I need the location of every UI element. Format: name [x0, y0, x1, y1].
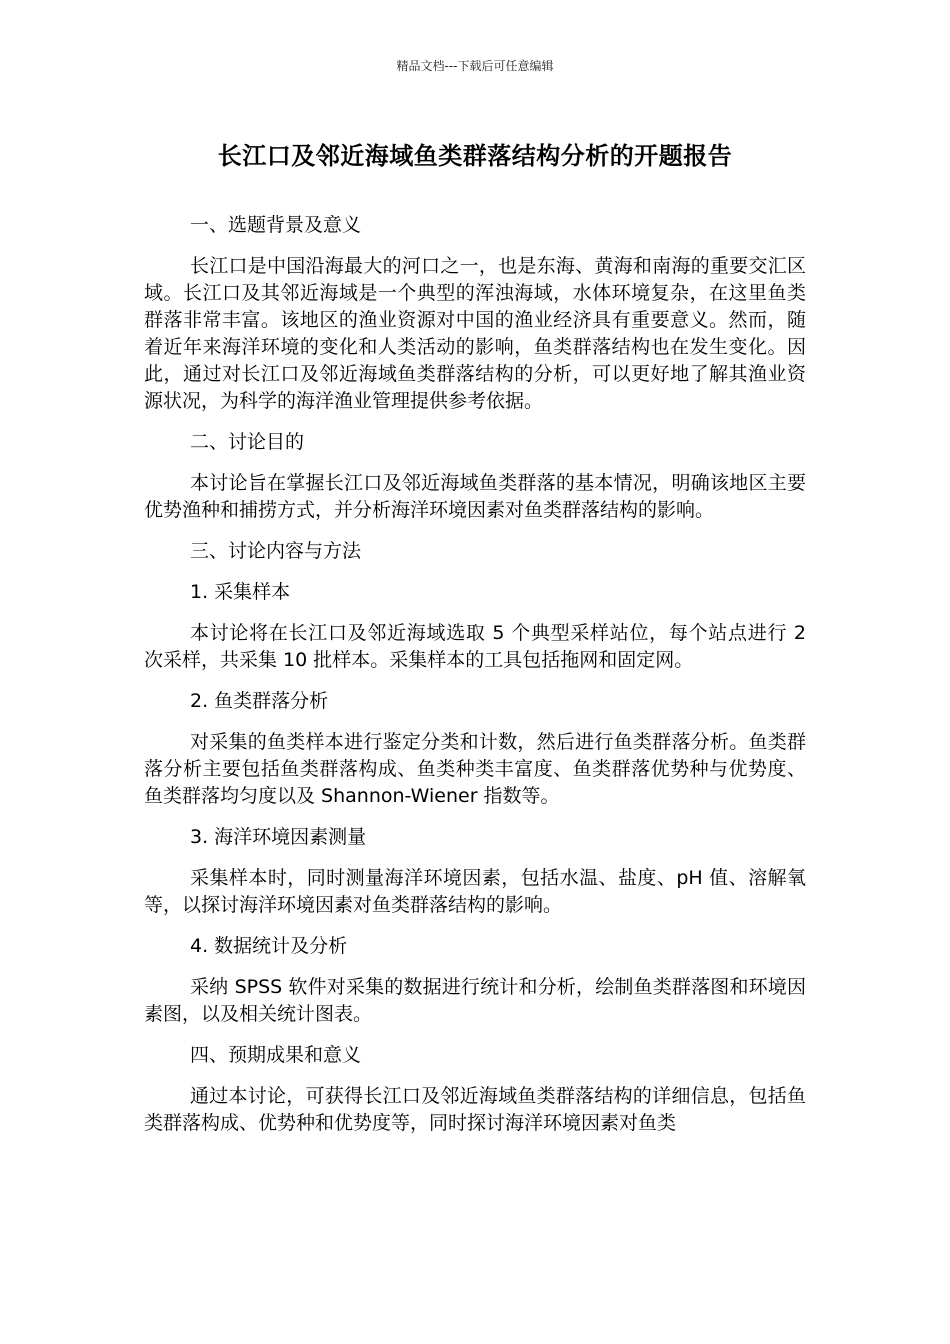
paragraph-community-analysis: 对采集的鱼类样本进行鉴定分类和计数，然后进行鱼类群落分析。鱼类群落分析主要包括鱼类群落构成、鱼类种类丰富度、鱼类群落优势种与优势度、鱼类群落均匀度以及 Shannon-Wiener 指数等。: [144, 731, 806, 807]
paragraph-background: 长江口是中国沿海最大的河口之一，也是东海、黄海和南海的重要交汇区域。长江口及其邻近海域是一个典型的浑浊海域，水体环境复杂，在这里鱼类群落非常丰富。该地区的渔业资源对中国的渔业经济具有重要意义。然而，随着近年来海洋环境的变化和人类活动的影响，鱼类群落结构也在发生变化。因此，通过对长江口及邻近海域鱼类群落结构的分析，可以更好地了解其渔业资源状况，为科学的海洋渔业管理提供参考依据。: [144, 255, 806, 412]
page-header-watermark: 精品文档---下载后可任意编辑: [396, 59, 554, 73]
subsection-heading-environment: 3. 海洋环境因素测量: [190, 826, 367, 848]
paragraph-expected-results: 通过本讨论，可获得长江口及邻近海域鱼类群落结构的详细信息，包括鱼类群落构成、优势种和优势度等，同时探讨海洋环境因素对鱼类: [144, 1085, 806, 1134]
document-body: [144, 212, 806, 1150]
section-heading-expected-results: 四、预期成果和意义: [190, 1044, 362, 1066]
section-heading-content-methods: 三、讨论内容与方法: [190, 540, 362, 562]
subsection-heading-community-analysis: 2. 鱼类群落分析: [190, 690, 329, 712]
paragraph-sampling: 本讨论将在长江口及邻近海域选取 5 个典型采样站位，每个站点进行 2 次采样，共采集 10 批样本。采集样本的工具包括拖网和固定网。: [144, 622, 806, 671]
document-title: 长江口及邻近海域鱼类群落结构分析的开题报告: [217, 142, 733, 170]
section-heading-background: 一、选题背景及意义: [190, 214, 362, 236]
subsection-heading-statistics: 4. 数据统计及分析: [190, 935, 348, 957]
subsection-heading-sampling: 1. 采集样本: [190, 581, 291, 603]
paragraph-purpose: 本讨论旨在掌握长江口及邻近海域鱼类群落的基本情况，明确该地区主要优势渔种和捕捞方式，并分析海洋环境因素对鱼类群落结构的影响。: [144, 472, 806, 521]
paragraph-statistics: 采纳 SPSS 软件对采集的数据进行统计和分析，绘制鱼类群落图和环境因素图，以及相关统计图表。: [144, 976, 806, 1025]
section-heading-purpose: 二、讨论目的: [190, 431, 305, 453]
paragraph-environment: 采集样本时，同时测量海洋环境因素，包括水温、盐度、pH 值、溶解氧等，以探讨海洋环境因素对鱼类群落结构的影响。: [144, 867, 806, 916]
